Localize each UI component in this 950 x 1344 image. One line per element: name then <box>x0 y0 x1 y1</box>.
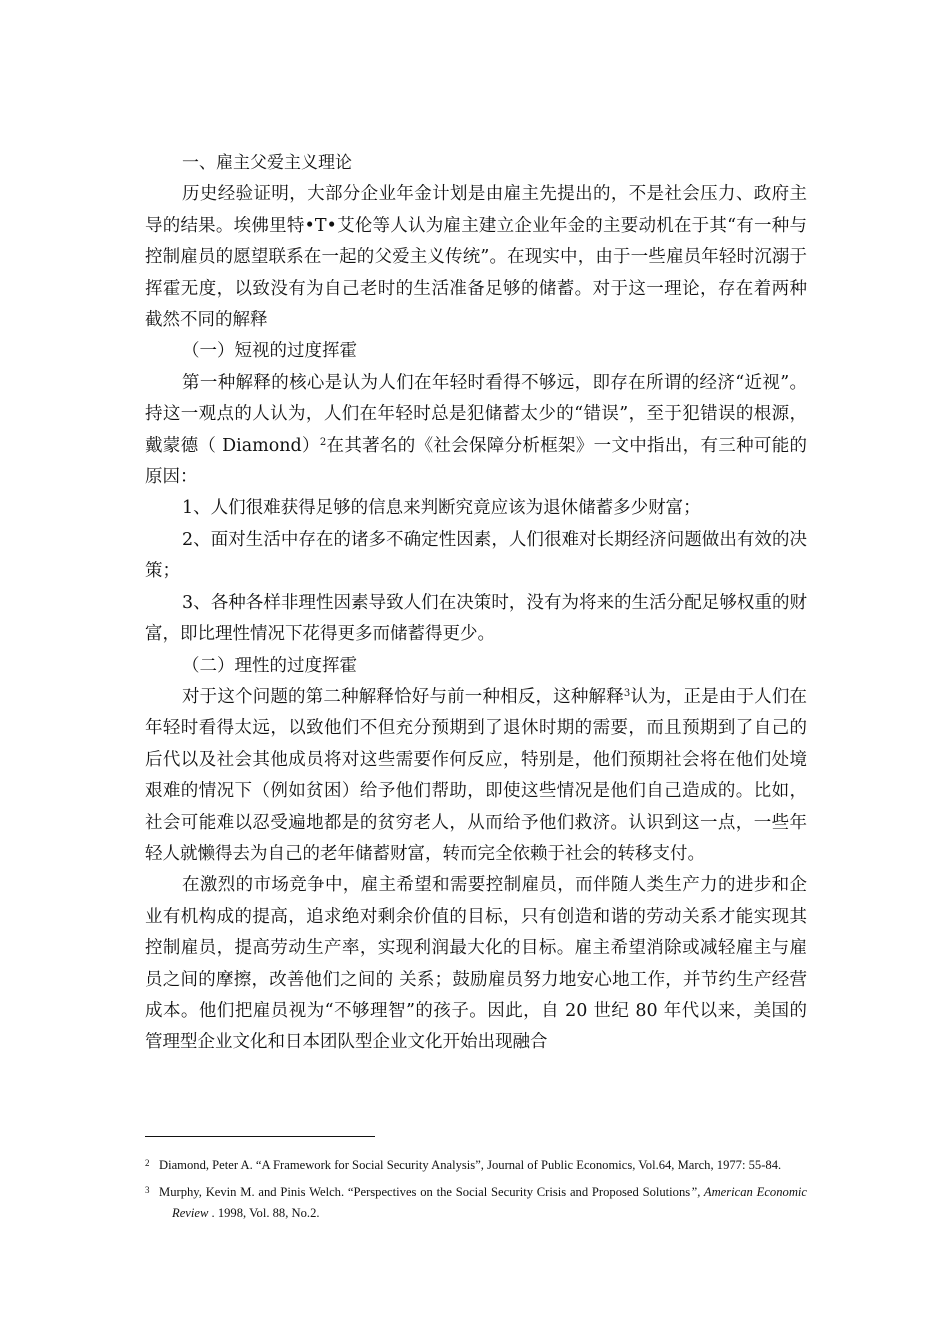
footnote-text-3: Murphy, Kevin M. and Pinis Welch. “Perspectives on the Social Security Crisis and Proposed Solutions <box>159 1184 691 1199</box>
paragraph-intro: 历史经验证明，大部分企业年金计划是由雇主先提出的，不是社会压力、政府主导的结果。埃佛里特•T•艾伦等人认为雇主建立企业年金的主要动机在于其“有一种与控制雇员的愿望联系在一起的父爱主义传统”。在现实中，由于一些雇员年轻时沉溺于挥霍无度，以致没有为自己老时的生活准备足够的储蓄。对于这一理论，存在着两种截然不同的解释 <box>145 184 807 331</box>
subheading-myopic: （一）短视的过度挥霍 <box>182 341 357 362</box>
footnote-2 <box>145 1153 807 1177</box>
list-item-2: 2、面对生活中存在的诸多不确定性因素，人们很难对长期经济问题做出有效的决策； <box>145 529 807 582</box>
paragraph-rational <box>145 682 807 870</box>
footnote-tail-3: . 1998, Vol. 88, No.2. <box>208 1206 320 1220</box>
footnote-journal-3: ”, American Economic Review <box>172 1184 807 1220</box>
section-heading: 一、雇主父爱主义理论 <box>182 153 352 173</box>
footnote-ref-3[interactable]: 3 <box>623 687 631 699</box>
paragraph-rational-text-a: 对于这个问题的第二种解释恰好与前一种相反，这种解释 <box>182 686 624 707</box>
paragraph-competition: 在激烈的市场竞争中，雇主希望和需要控制雇员，而伴随人类生产力的进步和企业有机构成的提高，追求绝对剩余价值的目标，只有创造和谐的劳动关系才能实现其控制雇员，提高劳动生产率，实现利润最大化的目标。雇主希望消除或减轻雇主与雇员之间的摩擦，改善他们之间的 关系；鼓励雇员努力地安心地工作，并节约生产经营成本。他们把雇员视为“不够理智”的孩子。因此，自 20 世纪 80 年代以来，美国的管理型企业文化和日本团队型企业文化开始出现融合 <box>145 875 807 1053</box>
subheading-rational: （二）理性的过度挥霍 <box>182 655 357 676</box>
footnote-text-2: Diamond, Peter A. “A Framework for Social Security Analysis”, Journal of Public Economics, Vol.64, March, 1977: 55-84. <box>159 1158 782 1172</box>
footnote-3 <box>145 1180 807 1225</box>
footnote-mark-3: 3 <box>145 1184 150 1195</box>
paragraph-myopic-text-b: 在其著名的《社会保障分析框架》一文中指出，有三种可能的原因： <box>145 435 807 488</box>
footnote-ref-2[interactable]: 2 <box>319 436 327 448</box>
footnote-mark-2: 2 <box>145 1158 150 1168</box>
body-text <box>145 148 807 1059</box>
paragraph-rational-text-b: 认为，正是由于人们在年轻时看得太远，以致他们不但充分预期到了退休时期的需要，而且预期到了自己的后代以及社会其他成员将对这些需要作何反应，特别是，他们预期社会将在他们处境艰难的情况下（例如贫困）给予他们帮助，即使这些情况是他们自己造成的。比如，社会可能难以忍受遍地都是的贫穷老人，从而给予他们救济。认识到这一点，一些年轻人就懒得去为自己的老年储蓄财富，转而完全依赖于社会的转移支付。 <box>145 686 807 864</box>
document-page <box>145 0 807 1344</box>
paragraph-myopic-text-a: 第一种解释的核心是认为人们在年轻时看得不够远，即存在所谓的经济“近视”。持这一观点的人认为，人们在年轻时总是犯储蓄太少的“错误”，至于犯错误的根源，戴蒙德（ Diamond） <box>145 372 807 456</box>
footnotes <box>145 1153 807 1228</box>
paragraph-myopic <box>145 368 807 494</box>
footnote-divider <box>145 1136 375 1137</box>
list-item-3: 3、各种各样非理性因素导致人们在决策时，没有为将来的生活分配足够权重的财富，即比理性情况下花得更多而储蓄得更少。 <box>145 592 807 645</box>
list-item-1: 1、人们很难获得足够的信息来判断究竟应该为退休储蓄多少财富； <box>182 498 701 519</box>
